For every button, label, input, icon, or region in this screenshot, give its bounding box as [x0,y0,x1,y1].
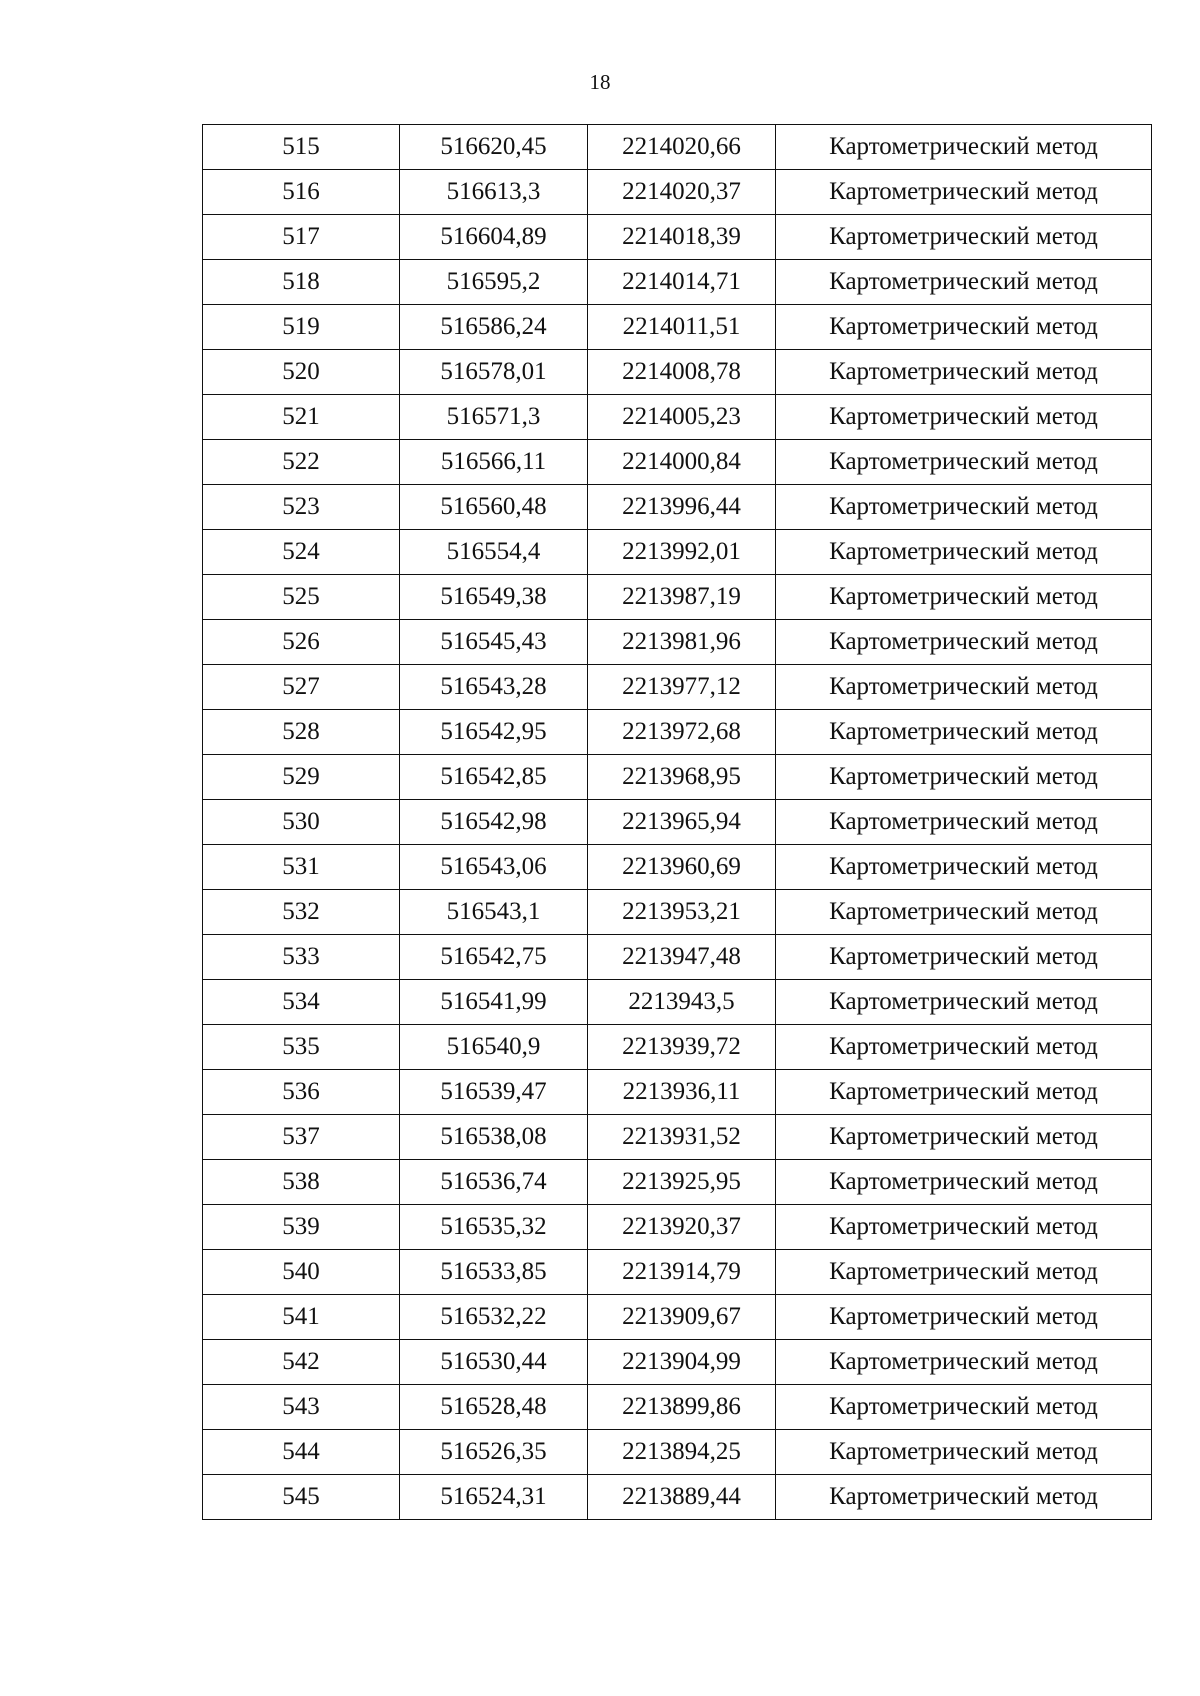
method-cell: Картометрический метод [776,215,1152,260]
point-number-cell: 533 [203,935,400,980]
y-coordinate-cell: 2213914,79 [588,1250,776,1295]
y-coordinate-cell: 2214011,51 [588,305,776,350]
point-number-cell: 542 [203,1340,400,1385]
y-coordinate-cell: 2213996,44 [588,485,776,530]
method-cell: Картометрический метод [776,1205,1152,1250]
table-row [203,215,1152,260]
point-number-cell: 543 [203,1385,400,1430]
point-number-cell: 526 [203,620,400,665]
y-coordinate-cell: 2213936,11 [588,1070,776,1115]
y-coordinate-cell: 2213939,72 [588,1025,776,1070]
table-row [203,350,1152,395]
table-row [203,530,1152,575]
table-row [203,440,1152,485]
method-cell: Картометрический метод [776,845,1152,890]
point-number-cell: 536 [203,1070,400,1115]
point-number-cell: 523 [203,485,400,530]
x-coordinate-cell: 516554,4 [400,530,588,575]
y-coordinate-cell: 2214014,71 [588,260,776,305]
y-coordinate-cell: 2213960,69 [588,845,776,890]
y-coordinate-cell: 2213894,25 [588,1430,776,1475]
x-coordinate-cell: 516540,9 [400,1025,588,1070]
method-cell: Картометрический метод [776,1115,1152,1160]
method-cell: Картометрический метод [776,1475,1152,1520]
coordinates-table-body [203,125,1152,1520]
x-coordinate-cell: 516542,95 [400,710,588,755]
point-number-cell: 517 [203,215,400,260]
point-number-cell: 544 [203,1430,400,1475]
method-cell: Картометрический метод [776,440,1152,485]
point-number-cell: 524 [203,530,400,575]
method-cell: Картометрический метод [776,350,1152,395]
table-row [203,1025,1152,1070]
x-coordinate-cell: 516595,2 [400,260,588,305]
point-number-cell: 541 [203,1295,400,1340]
y-coordinate-cell: 2213947,48 [588,935,776,980]
method-cell: Картометрический метод [776,395,1152,440]
y-coordinate-cell: 2214005,23 [588,395,776,440]
x-coordinate-cell: 516571,3 [400,395,588,440]
table-row [203,1430,1152,1475]
table-row [203,800,1152,845]
point-number-cell: 531 [203,845,400,890]
point-number-cell: 529 [203,755,400,800]
x-coordinate-cell: 516541,99 [400,980,588,1025]
table-row [203,620,1152,665]
table-row [203,1385,1152,1430]
point-number-cell: 521 [203,395,400,440]
point-number-cell: 515 [203,125,400,170]
x-coordinate-cell: 516542,98 [400,800,588,845]
table-row [203,1205,1152,1250]
method-cell: Картометрический метод [776,260,1152,305]
y-coordinate-cell: 2213920,37 [588,1205,776,1250]
y-coordinate-cell: 2213909,67 [588,1295,776,1340]
method-cell: Картометрический метод [776,710,1152,755]
method-cell: Картометрический метод [776,1250,1152,1295]
point-number-cell: 538 [203,1160,400,1205]
y-coordinate-cell: 2214018,39 [588,215,776,260]
point-number-cell: 540 [203,1250,400,1295]
point-number-cell: 527 [203,665,400,710]
method-cell: Картометрический метод [776,125,1152,170]
x-coordinate-cell: 516604,89 [400,215,588,260]
x-coordinate-cell: 516613,3 [400,170,588,215]
table-row [203,1160,1152,1205]
table-row [203,170,1152,215]
point-number-cell: 537 [203,1115,400,1160]
x-coordinate-cell: 516542,85 [400,755,588,800]
y-coordinate-cell: 2213931,52 [588,1115,776,1160]
x-coordinate-cell: 516542,75 [400,935,588,980]
table-row [203,1070,1152,1115]
x-coordinate-cell: 516543,1 [400,890,588,935]
point-number-cell: 525 [203,575,400,620]
y-coordinate-cell: 2213987,19 [588,575,776,620]
y-coordinate-cell: 2213925,95 [588,1160,776,1205]
table-row [203,1295,1152,1340]
table-row [203,1250,1152,1295]
table-row [203,1340,1152,1385]
x-coordinate-cell: 516538,08 [400,1115,588,1160]
table-row [203,935,1152,980]
method-cell: Картометрический метод [776,530,1152,575]
method-cell: Картометрический метод [776,1025,1152,1070]
x-coordinate-cell: 516526,35 [400,1430,588,1475]
method-cell: Картометрический метод [776,755,1152,800]
y-coordinate-cell: 2213972,68 [588,710,776,755]
point-number-cell: 535 [203,1025,400,1070]
point-number-cell: 534 [203,980,400,1025]
y-coordinate-cell: 2214020,66 [588,125,776,170]
point-number-cell: 528 [203,710,400,755]
y-coordinate-cell: 2213904,99 [588,1340,776,1385]
y-coordinate-cell: 2213981,96 [588,620,776,665]
y-coordinate-cell: 2213953,21 [588,890,776,935]
y-coordinate-cell: 2214000,84 [588,440,776,485]
method-cell: Картометрический метод [776,575,1152,620]
x-coordinate-cell: 516539,47 [400,1070,588,1115]
table-row [203,845,1152,890]
method-cell: Картометрический метод [776,1295,1152,1340]
table-row [203,485,1152,530]
table-row [203,755,1152,800]
y-coordinate-cell: 2214008,78 [588,350,776,395]
x-coordinate-cell: 516545,43 [400,620,588,665]
method-cell: Картометрический метод [776,1070,1152,1115]
point-number-cell: 530 [203,800,400,845]
method-cell: Картометрический метод [776,935,1152,980]
point-number-cell: 519 [203,305,400,350]
method-cell: Картометрический метод [776,980,1152,1025]
method-cell: Картометрический метод [776,485,1152,530]
x-coordinate-cell: 516535,32 [400,1205,588,1250]
coordinates-table [202,124,1152,1520]
table-row [203,395,1152,440]
y-coordinate-cell: 2214020,37 [588,170,776,215]
x-coordinate-cell: 516543,06 [400,845,588,890]
table-row [203,1115,1152,1160]
x-coordinate-cell: 516560,48 [400,485,588,530]
point-number-cell: 545 [203,1475,400,1520]
page-number: 18 [589,70,611,94]
x-coordinate-cell: 516549,38 [400,575,588,620]
y-coordinate-cell: 2213968,95 [588,755,776,800]
y-coordinate-cell: 2213965,94 [588,800,776,845]
method-cell: Картометрический метод [776,890,1152,935]
table-row [203,980,1152,1025]
method-cell: Картометрический метод [776,1430,1152,1475]
x-coordinate-cell: 516524,31 [400,1475,588,1520]
x-coordinate-cell: 516532,22 [400,1295,588,1340]
x-coordinate-cell: 516528,48 [400,1385,588,1430]
method-cell: Картометрический метод [776,170,1152,215]
table-row [203,305,1152,350]
x-coordinate-cell: 516586,24 [400,305,588,350]
x-coordinate-cell: 516566,11 [400,440,588,485]
table-row [203,575,1152,620]
point-number-cell: 518 [203,260,400,305]
table-row [203,1475,1152,1520]
point-number-cell: 520 [203,350,400,395]
point-number-cell: 532 [203,890,400,935]
x-coordinate-cell: 516578,01 [400,350,588,395]
y-coordinate-cell: 2213943,5 [588,980,776,1025]
table-row [203,665,1152,710]
table-row [203,890,1152,935]
method-cell: Картометрический метод [776,1160,1152,1205]
y-coordinate-cell: 2213992,01 [588,530,776,575]
point-number-cell: 539 [203,1205,400,1250]
x-coordinate-cell: 516530,44 [400,1340,588,1385]
point-number-cell: 522 [203,440,400,485]
x-coordinate-cell: 516620,45 [400,125,588,170]
x-coordinate-cell: 516543,28 [400,665,588,710]
x-coordinate-cell: 516533,85 [400,1250,588,1295]
y-coordinate-cell: 2213977,12 [588,665,776,710]
table-row [203,125,1152,170]
point-number-cell: 516 [203,170,400,215]
method-cell: Картометрический метод [776,620,1152,665]
method-cell: Картометрический метод [776,1385,1152,1430]
method-cell: Картометрический метод [776,800,1152,845]
method-cell: Картометрический метод [776,1340,1152,1385]
x-coordinate-cell: 516536,74 [400,1160,588,1205]
method-cell: Картометрический метод [776,305,1152,350]
y-coordinate-cell: 2213889,44 [588,1475,776,1520]
method-cell: Картометрический метод [776,665,1152,710]
table-row [203,710,1152,755]
table-row [203,260,1152,305]
y-coordinate-cell: 2213899,86 [588,1385,776,1430]
